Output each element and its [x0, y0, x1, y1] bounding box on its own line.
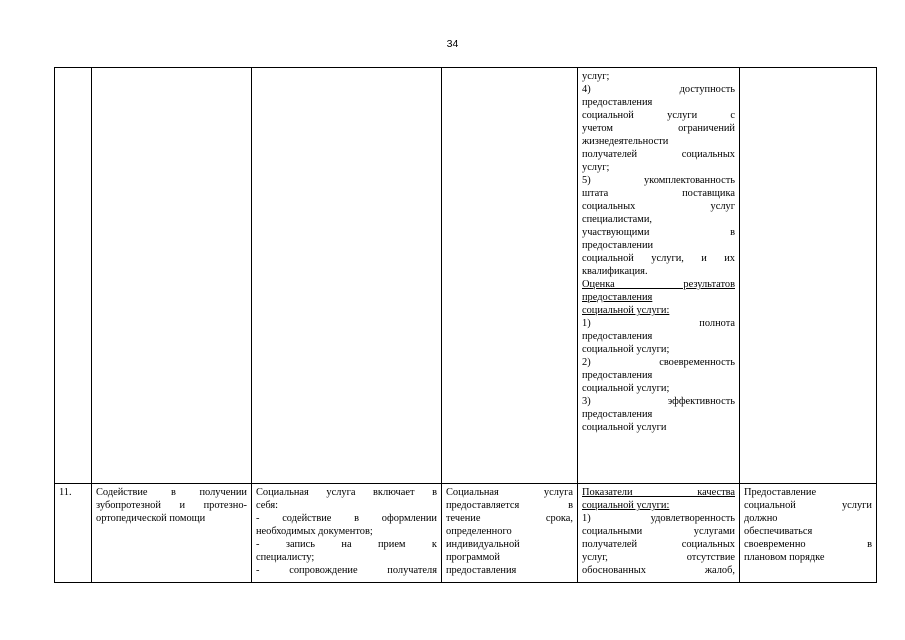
- cell-conditions: [740, 68, 877, 484]
- cell-description: [252, 484, 442, 583]
- text-line: зубопротезной и протезно-: [96, 500, 247, 511]
- text-line: социальной услуги:: [582, 305, 670, 316]
- text-line: получателей социальных: [582, 149, 735, 160]
- text-line: услуг;: [582, 71, 610, 82]
- text-line: социальной услуги:: [582, 500, 670, 511]
- text-line: обеспечиваться: [744, 526, 813, 537]
- text-line: предоставления: [582, 370, 653, 381]
- text-line: предоставлении: [582, 240, 654, 251]
- text-line: специалисту;: [256, 552, 315, 563]
- text-line: социальной услуги;: [582, 383, 670, 394]
- cell-conditions: [740, 484, 877, 583]
- text-line: специалистами,: [582, 214, 652, 225]
- text-line: предоставления: [446, 565, 517, 576]
- cell-quality-indicators: [578, 68, 740, 484]
- cell-number: [55, 68, 92, 484]
- page-number: 34: [446, 38, 459, 50]
- text-line: Показатели качества: [582, 487, 735, 498]
- text-line: социальной услуги;: [582, 344, 670, 355]
- text-line: штата поставщика: [582, 188, 735, 199]
- text-line: своевременно в: [744, 539, 872, 550]
- text-line: плановом порядке: [744, 552, 825, 563]
- text-line: получателей социальных: [582, 539, 735, 550]
- text-line: социальной услуги, и их: [582, 253, 735, 264]
- text-line: определенного: [446, 526, 512, 537]
- text-line: услуг;: [582, 162, 610, 173]
- text-line: социальной услуги с: [582, 110, 735, 121]
- text-line: 1) удовлетворенность: [582, 513, 735, 524]
- cell-description: [252, 68, 442, 484]
- cell-timing: [442, 484, 578, 583]
- text-line: услуг, отсутствие: [582, 552, 735, 563]
- cell-timing: [442, 68, 578, 484]
- text-line: Предоставление: [744, 487, 817, 498]
- text-line: предоставления: [582, 292, 653, 303]
- text-line: программой: [446, 552, 500, 563]
- text-line: учетом ограничений: [582, 123, 735, 134]
- text-line: Содействие в получении: [96, 487, 247, 498]
- table-row: [55, 68, 877, 484]
- text-line: должно: [744, 513, 778, 524]
- text-line: социальной услуги: [744, 500, 872, 511]
- text-line: социальными услугами: [582, 526, 735, 537]
- cell-service-name: [92, 68, 252, 484]
- text-line: 5) укомплектованность: [582, 175, 735, 186]
- text-line: индивидуальной: [446, 539, 520, 550]
- text-line: 1) полнота: [582, 318, 735, 329]
- text-line: Оценка результатов: [582, 279, 735, 290]
- text-line: - запись на прием к: [256, 539, 437, 550]
- text-line: необходимых документов;: [256, 526, 373, 537]
- text-line: обоснованных жалоб,: [582, 565, 735, 576]
- services-table: [54, 67, 877, 583]
- text-line: себя:: [256, 500, 279, 511]
- cell-number: 11.: [55, 484, 92, 583]
- text-line: 2) своевременность: [582, 357, 735, 368]
- text-line: социальной услуги: [582, 422, 667, 433]
- text-line: предоставления: [582, 97, 653, 108]
- text-line: - содействие в оформлении: [256, 513, 437, 524]
- text-line: предоставления: [582, 331, 653, 342]
- cell-service-name: [92, 484, 252, 583]
- cell-quality-indicators: [578, 484, 740, 583]
- text-line: социальных услуг: [582, 201, 735, 212]
- text-line: предоставляется в: [446, 500, 573, 511]
- text-line: жизнедеятельности: [582, 136, 669, 147]
- text-line: участвующими в: [582, 227, 735, 238]
- text-line: квалификация.: [582, 266, 648, 277]
- table-row: [55, 484, 877, 583]
- text-line: 3) эффективность: [582, 396, 735, 407]
- text-line: Социальная услуга: [446, 487, 573, 498]
- text-line: - сопровождение получателя: [256, 565, 437, 576]
- text-line: ортопедической помощи: [96, 513, 206, 524]
- text-line: течение срока,: [446, 513, 573, 524]
- text-line: предоставления: [582, 409, 653, 420]
- text-line: 4) доступность: [582, 84, 735, 95]
- text-line: Социальная услуга включает в: [256, 487, 437, 498]
